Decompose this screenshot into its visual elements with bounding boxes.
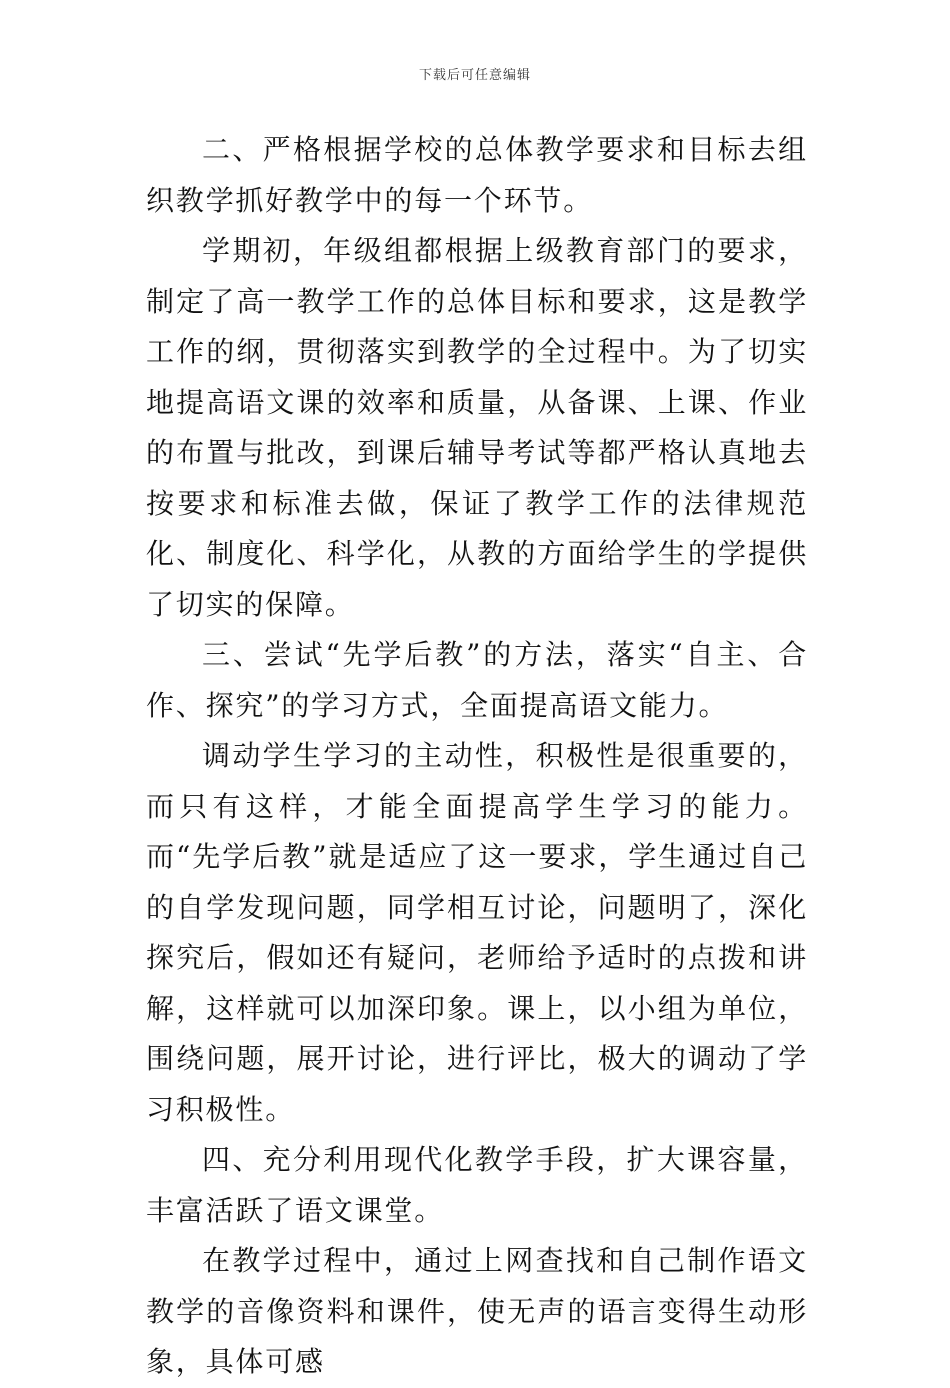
paragraph-multimedia-teaching: 在教学过程中，通过上网查找和自己制作语文教学的音像资料和课件，使无声的语言变得生动形象，具体可感: [146, 1244, 808, 1378]
document-body: [146, 125, 808, 1388]
paragraph-student-initiative: 调动学生学习的主动性，积极性是很重要的，而只有这样，才能全面提高学生学习的能力。而“先学后教”就是适应了这一要求，学生通过自己的自学发现问题，同学相互讨论，问题明了，深化探究后，假如还有疑问，老师给予适时的点拨和讲解，这样就可以加深印象。课上，以小组为单位，围绕问题，展开讨论，进行评比，极大的调动了学习积极性。: [146, 739, 808, 1126]
page-header-note: 下载后可任意编辑: [418, 68, 531, 83]
paragraph-semester-planning: 学期初，年级组都根据上级教育部门的要求，制定了高一教学工作的总体目标和要求，这是教学工作的纲，贯彻落实到教学的全过程中。为了切实地提高语文课的效率和质量，从备课、上课、作业的布置与批改，到课后辅导考试等都严格认真地去按要求和标准去做，保证了教学工作的法律规范化、制度化、科学化，从教的方面给学生的学提供了切实的保障。: [146, 234, 808, 621]
paragraph-section-three-heading: 三、尝试“先学后教”的方法，落实“自主、合作、探究”的学习方式，全面提高语文能力。: [146, 638, 808, 722]
paragraph-section-two-heading: 二、严格根据学校的总体教学要求和目标去组织教学抓好教学中的每一个环节。: [146, 133, 808, 217]
paragraph-section-four-heading: 四、充分利用现代化教学手段，扩大课容量，丰富活跃了语文课堂。: [146, 1143, 808, 1227]
